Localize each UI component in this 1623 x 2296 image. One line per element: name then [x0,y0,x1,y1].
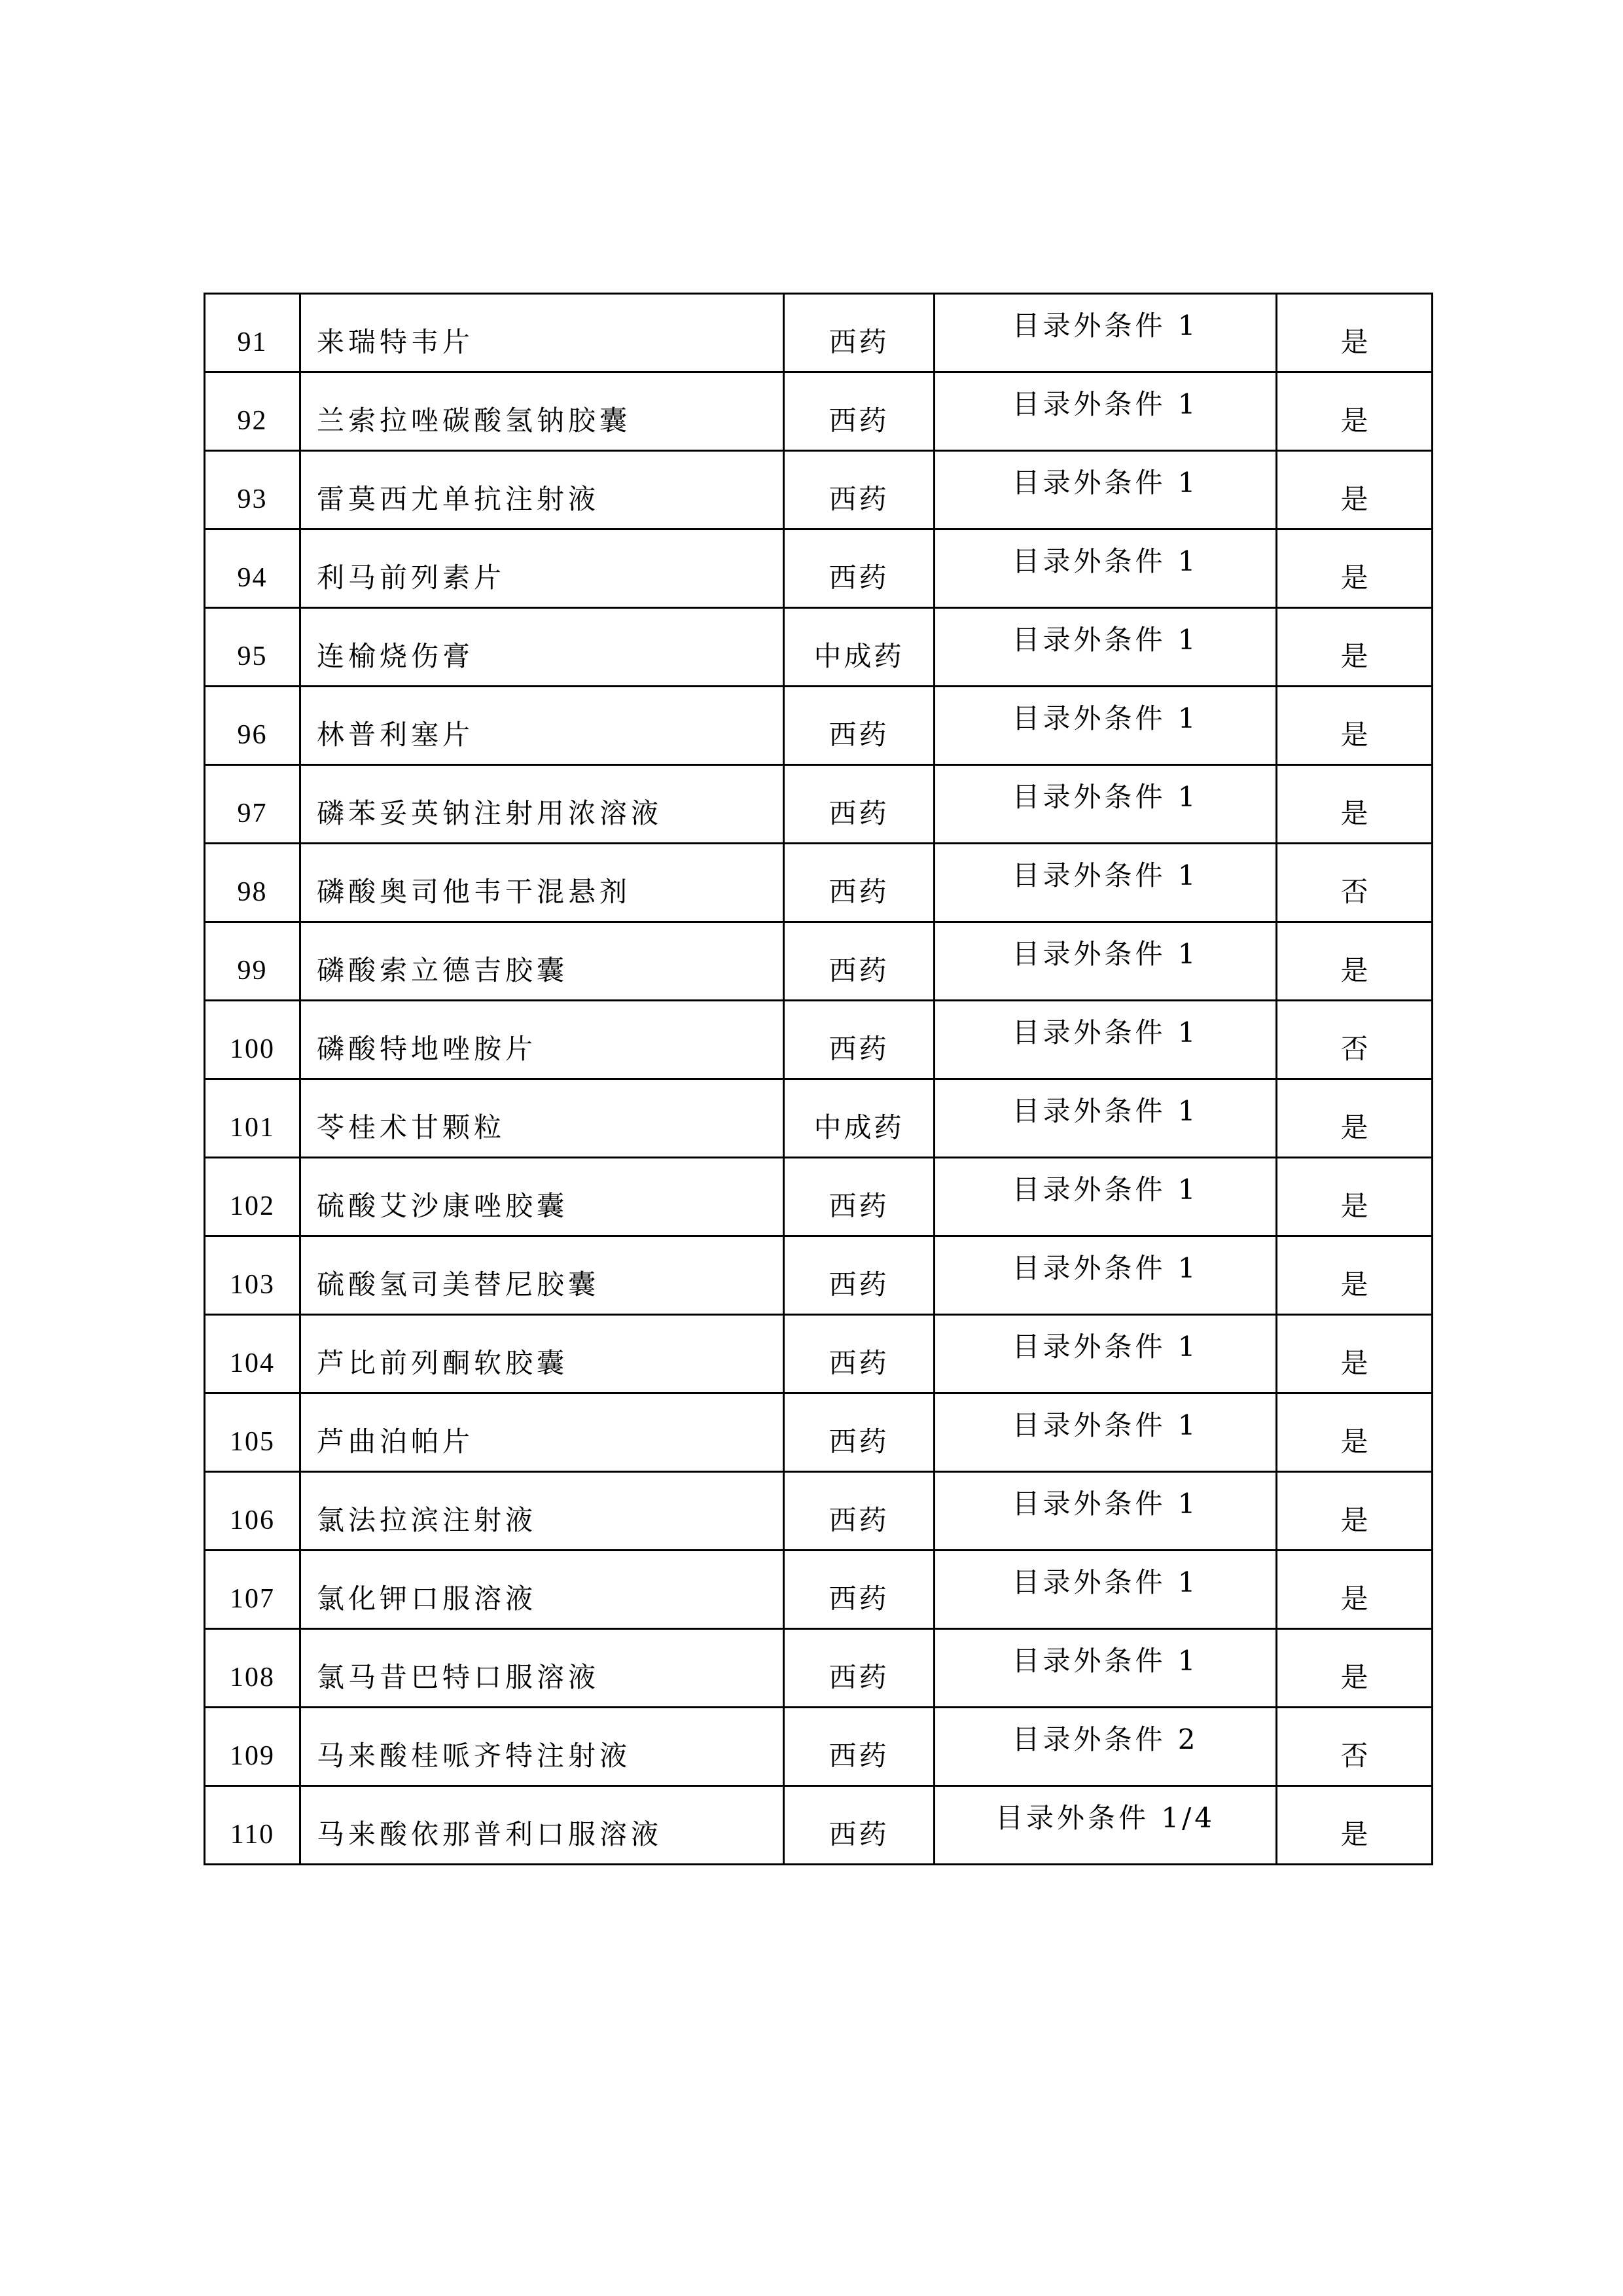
drug-type: 西药 [829,1739,889,1772]
table-row [205,1393,1433,1472]
yes-no-flag: 是 [1340,482,1368,515]
drug-type-cell [784,1629,935,1708]
row-number-cell [205,1158,300,1236]
row-number-cell [205,1551,300,1629]
drug-name: 来瑞特韦片 [317,325,474,358]
drug-type-cell [784,1236,935,1315]
yes-no-flag: 否 [1340,1739,1368,1772]
catalog-condition: 目录外条件 1 [1012,1487,1199,1520]
row-number-cell [205,1001,300,1079]
row-number-cell [205,294,300,372]
drug-type-cell [784,1001,935,1079]
catalog-condition-cell [935,1393,1277,1472]
row-number: 103 [230,1269,275,1300]
drug-name: 硫酸艾沙康唑胶囊 [317,1189,569,1222]
drug-list-table [204,293,1433,1865]
yes-no-flag-cell [1277,294,1433,372]
row-number: 109 [230,1740,275,1771]
yes-no-flag-cell [1277,608,1433,687]
table-row [205,1079,1433,1158]
table-row [205,1551,1433,1629]
row-number-cell [205,844,300,922]
row-number: 106 [230,1505,275,1535]
row-number-cell [205,1472,300,1551]
catalog-condition-cell [935,608,1277,687]
row-number: 104 [230,1348,275,1378]
drug-name: 雷莫西尤单抗注射液 [317,482,600,515]
yes-no-flag-cell [1277,1079,1433,1158]
row-number: 91 [237,327,268,357]
drug-name-cell [300,1236,784,1315]
drug-name-cell [300,1315,784,1393]
row-number: 100 [230,1033,275,1064]
yes-no-flag: 是 [1340,561,1368,594]
drug-name: 磷酸特地唑胺片 [317,1032,537,1065]
table-row [205,1786,1433,1865]
yes-no-flag-cell [1277,765,1433,844]
catalog-condition-cell [935,765,1277,844]
drug-type-cell [784,844,935,922]
drug-name-cell [300,1786,784,1865]
drug-type-cell [784,372,935,451]
table-row [205,844,1433,922]
drug-type: 西药 [829,1818,889,1850]
drug-name: 马来酸桂哌齐特注射液 [317,1739,632,1772]
yes-no-flag-cell [1277,1158,1433,1236]
table-row [205,608,1433,687]
drug-name-cell [300,922,784,1001]
catalog-condition-cell [935,451,1277,529]
row-number-cell [205,372,300,451]
row-number-cell [205,922,300,1001]
row-number: 97 [237,798,268,829]
drug-type-cell [784,294,935,372]
drug-type: 西药 [829,954,889,986]
table-row [205,372,1433,451]
yes-no-flag: 是 [1340,1582,1368,1615]
table-row [205,1472,1433,1551]
drug-name: 林普利塞片 [317,718,474,751]
row-number: 102 [230,1191,275,1221]
row-number: 101 [230,1112,275,1143]
catalog-condition-cell [935,687,1277,765]
catalog-condition: 目录外条件 1 [1012,1094,1199,1127]
drug-type-cell [784,1708,935,1786]
row-number-cell [205,1708,300,1786]
drug-type: 西药 [829,1425,889,1458]
row-number: 95 [237,641,268,672]
yes-no-flag-cell [1277,1472,1433,1551]
catalog-condition: 目录外条件 1 [1012,780,1199,813]
drug-name-cell [300,687,784,765]
yes-no-flag: 是 [1340,639,1368,672]
drug-type: 西药 [829,1189,889,1222]
yes-no-flag: 是 [1340,1425,1368,1458]
catalog-condition-cell [935,1079,1277,1158]
drug-type: 西药 [829,482,889,515]
drug-type: 西药 [829,325,889,358]
table-row [205,1629,1433,1708]
catalog-condition: 目录外条件 1 [1012,1251,1199,1284]
yes-no-flag: 是 [1340,1346,1368,1379]
row-number-cell [205,451,300,529]
catalog-condition-cell [935,1629,1277,1708]
drug-type-cell [784,1393,935,1472]
row-number: 107 [230,1583,275,1614]
drug-type-cell [784,1472,935,1551]
yes-no-flag-cell [1277,451,1433,529]
drug-type: 西药 [829,1660,889,1693]
table-row [205,687,1433,765]
row-number-cell [205,1079,300,1158]
drug-name-cell [300,844,784,922]
yes-no-flag: 是 [1340,954,1368,986]
yes-no-flag-cell [1277,1629,1433,1708]
drug-name-cell [300,1158,784,1236]
row-number-cell [205,1315,300,1393]
row-number-cell [205,687,300,765]
drug-name: 磷苯妥英钠注射用浓溶液 [317,797,663,829]
drug-name-cell [300,1079,784,1158]
table-row [205,294,1433,372]
yes-no-flag-cell [1277,844,1433,922]
catalog-condition: 目录外条件 1 [1012,1173,1199,1206]
drug-type-cell [784,451,935,529]
catalog-condition: 目录外条件 1 [1012,1330,1199,1363]
catalog-condition-cell [935,1236,1277,1315]
catalog-condition-cell [935,529,1277,608]
yes-no-flag: 是 [1340,797,1368,829]
row-number: 92 [237,405,268,436]
catalog-condition-cell [935,1708,1277,1786]
drug-type-cell [784,529,935,608]
drug-name-cell [300,765,784,844]
yes-no-flag: 是 [1340,404,1368,437]
yes-no-flag-cell [1277,922,1433,1001]
catalog-condition-cell [935,1472,1277,1551]
table-row [205,765,1433,844]
row-number-cell [205,1236,300,1315]
yes-no-flag: 是 [1340,718,1368,751]
catalog-condition: 目录外条件 1 [1012,387,1199,420]
drug-type: 中成药 [813,639,904,672]
row-number: 105 [230,1426,275,1457]
row-number-cell [205,765,300,844]
drug-type: 西药 [829,1503,889,1536]
table-body [205,294,1433,1865]
drug-type: 西药 [829,404,889,437]
table-row [205,1001,1433,1079]
catalog-condition-cell [935,922,1277,1001]
drug-name: 芦曲泊帕片 [317,1425,474,1458]
table-row [205,1315,1433,1393]
drug-name-cell [300,1708,784,1786]
catalog-condition: 目录外条件 1 [1012,309,1199,342]
yes-no-flag: 是 [1340,325,1368,358]
drug-type-cell [784,1315,935,1393]
row-number-cell [205,1629,300,1708]
drug-name-cell [300,451,784,529]
catalog-condition: 目录外条件 1 [1012,1566,1199,1598]
yes-no-flag-cell [1277,529,1433,608]
table-row [205,922,1433,1001]
row-number: 110 [230,1819,275,1850]
catalog-condition-cell [935,1786,1277,1865]
drug-type-cell [784,687,935,765]
yes-no-flag: 是 [1340,1660,1368,1693]
drug-type-cell [784,1551,935,1629]
drug-name-cell [300,608,784,687]
drug-name-cell [300,294,784,372]
catalog-condition-cell [935,1001,1277,1079]
yes-no-flag-cell [1277,687,1433,765]
row-number: 98 [237,876,268,907]
row-number: 94 [237,562,268,593]
yes-no-flag-cell [1277,1236,1433,1315]
catalog-condition-cell [935,294,1277,372]
catalog-condition: 目录外条件 1 [1012,1644,1199,1677]
catalog-condition-cell [935,1158,1277,1236]
yes-no-flag: 是 [1340,1818,1368,1850]
drug-name-cell [300,529,784,608]
row-number: 93 [237,484,268,514]
row-number: 96 [237,719,268,750]
drug-type-cell [784,1158,935,1236]
row-number: 108 [230,1662,275,1693]
yes-no-flag-cell [1277,372,1433,451]
drug-name: 连榆烧伤膏 [317,639,474,672]
drug-name: 马来酸依那普利口服溶液 [317,1818,663,1850]
yes-no-flag: 是 [1340,1268,1368,1300]
drug-type: 西药 [829,1032,889,1065]
catalog-condition-cell [935,1315,1277,1393]
drug-type-cell [784,1079,935,1158]
yes-no-flag: 否 [1340,1032,1368,1065]
drug-type-cell [784,1786,935,1865]
drug-type: 西药 [829,1346,889,1379]
drug-name: 磷酸索立德吉胶囊 [317,954,569,986]
drug-name: 氯法拉滨注射液 [317,1503,537,1536]
drug-name: 硫酸氢司美替尼胶囊 [317,1268,600,1300]
yes-no-flag: 是 [1340,1111,1368,1143]
drug-type: 西药 [829,718,889,751]
drug-type: 中成药 [813,1111,904,1143]
drug-name-cell [300,372,784,451]
catalog-condition: 目录外条件 1 [1012,545,1199,577]
catalog-condition: 目录外条件 1 [1012,702,1199,734]
catalog-condition: 目录外条件 1 [1012,859,1199,891]
catalog-condition: 目录外条件 1/4 [995,1801,1215,1834]
drug-type: 西药 [829,1268,889,1300]
row-number-cell [205,1393,300,1472]
row-number: 99 [237,955,268,986]
drug-type-cell [784,922,935,1001]
yes-no-flag-cell [1277,1551,1433,1629]
drug-type: 西药 [829,1582,889,1615]
table-row [205,1236,1433,1315]
catalog-condition: 目录外条件 2 [1012,1723,1199,1755]
yes-no-flag-cell [1277,1786,1433,1865]
catalog-condition: 目录外条件 1 [1012,466,1199,499]
yes-no-flag-cell [1277,1001,1433,1079]
drug-name: 芦比前列酮软胶囊 [317,1346,569,1379]
table-row [205,1708,1433,1786]
drug-type-cell [784,608,935,687]
yes-no-flag: 是 [1340,1189,1368,1222]
catalog-condition: 目录外条件 1 [1012,1016,1199,1049]
drug-name: 磷酸奥司他韦干混悬剂 [317,875,632,908]
drug-name: 氯马昔巴特口服溶液 [317,1660,600,1693]
row-number-cell [205,529,300,608]
table-row [205,529,1433,608]
drug-name-cell [300,1001,784,1079]
drug-type: 西药 [829,561,889,594]
yes-no-flag: 是 [1340,1503,1368,1536]
yes-no-flag-cell [1277,1393,1433,1472]
row-number-cell [205,608,300,687]
drug-name: 氯化钾口服溶液 [317,1582,537,1615]
drug-name: 苓桂术甘颗粒 [317,1111,506,1143]
yes-no-flag-cell [1277,1708,1433,1786]
drug-name-cell [300,1629,784,1708]
catalog-condition: 目录外条件 1 [1012,623,1199,656]
drug-type-cell [784,765,935,844]
catalog-condition-cell [935,844,1277,922]
drug-name: 利马前列素片 [317,561,506,594]
drug-name: 兰索拉唑碳酸氢钠胶囊 [317,404,632,437]
drug-type: 西药 [829,797,889,829]
table-row [205,1158,1433,1236]
drug-name-cell [300,1472,784,1551]
yes-no-flag: 否 [1340,875,1368,908]
catalog-condition: 目录外条件 1 [1012,1408,1199,1441]
drug-name-cell [300,1551,784,1629]
yes-no-flag-cell [1277,1315,1433,1393]
catalog-condition-cell [935,372,1277,451]
table-row [205,451,1433,529]
catalog-condition-cell [935,1551,1277,1629]
row-number-cell [205,1786,300,1865]
drug-type: 西药 [829,875,889,908]
drug-name-cell [300,1393,784,1472]
catalog-condition: 目录外条件 1 [1012,937,1199,970]
